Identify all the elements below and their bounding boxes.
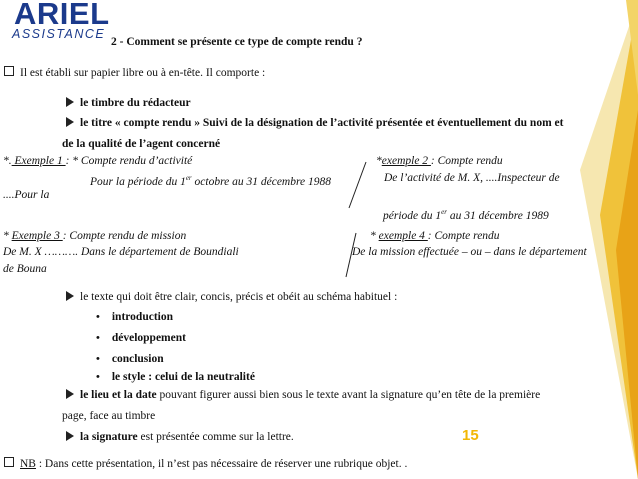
nb-note [4, 457, 407, 471]
item-style-text: le style : celui de la neutralité [111, 371, 255, 383]
example-2-activity: De l’activité de M. X, ....Inspecteur de [384, 172, 560, 184]
item-titre-text: le titre « compte rendu » Suivi de la désignation de l’activité présentée et éventuellement du nom et [80, 117, 564, 129]
example-1-period-b: octobre au 31 décembre 1988 [191, 175, 332, 188]
item-texte-text: le texte qui doit être clair, concis, précis et obéit au schéma habituel : [80, 291, 398, 303]
sub-item-conclusion-text: conclusion [111, 353, 164, 365]
arrow-bullet-icon [66, 389, 74, 399]
arrow-bullet-icon [66, 291, 74, 301]
example-2-period-sup: er [441, 208, 447, 216]
sub-item-developpement [96, 331, 186, 345]
example-3-prefix: * [3, 230, 12, 242]
checkbox-bullet-icon [4, 457, 14, 467]
example-3-bouna: de Bouna [3, 263, 47, 275]
example-2-pour-la: ....Pour la [3, 189, 50, 201]
item-titre-continued: de la qualité de l’agent concerné [62, 138, 221, 150]
example-3-department: De M. X ………. Dans le département de Boundiali [3, 246, 239, 258]
item-timbre-text: le timbre du rédacteur [80, 97, 191, 109]
item-signature-text: est présentée comme sur la lettre. [137, 431, 294, 443]
bullet-dot-icon: • [96, 371, 100, 383]
bullet-dot-icon: • [96, 353, 100, 365]
example-4 [370, 229, 500, 243]
example-4-mission: De la mission effectuée – ou – dans le département [352, 246, 587, 258]
example-2-prefix: * [376, 155, 382, 167]
sub-item-developpement-text: développement [111, 332, 186, 344]
example-2-period-b: au 31 décembre 1989 [446, 209, 549, 222]
example-4-text: : Compte rendu [427, 230, 500, 242]
separator-line-top [349, 162, 366, 208]
item-lieu-date-text: pouvant figurer aussi bien sous le texte avant la signature qu’en tête de la première [156, 389, 541, 401]
example-1-prefix: *. [3, 155, 12, 167]
bullet-dot-icon: • [96, 311, 100, 323]
nb-text: : Dans cette présentation, il n’est pas nécessaire de réserver une rubrique objet. . [35, 458, 408, 470]
sub-item-conclusion [96, 352, 164, 366]
item-signature [66, 430, 294, 444]
example-2-text: : Compte rendu [430, 155, 503, 167]
nb-label: NB [20, 458, 36, 470]
bullet-dot-icon: • [96, 332, 100, 344]
item-style [96, 370, 255, 384]
item-lieu-date-bold: le lieu et la date [80, 389, 157, 401]
item-texte [66, 290, 397, 304]
example-4-label: exemple 4 [378, 230, 428, 242]
arrow-bullet-icon [66, 431, 74, 441]
example-2-period-a: période du 1 [383, 209, 442, 222]
item-signature-bold: la signature [80, 431, 138, 443]
section-heading-text: 2 - Comment se présente ce type de compte rendu ? [111, 36, 363, 48]
example-1-period-sup: er [185, 174, 192, 182]
example-3-label: Exemple 3 [11, 230, 63, 242]
example-1-text: : * Compte rendu d’activité [65, 155, 193, 167]
example-1-label: Exemple 1 [11, 155, 66, 167]
example-1-period-a: Pour la période du 1 [90, 175, 186, 188]
example-3-text: : Compte rendu de mission [62, 230, 187, 242]
item-lieu-date [66, 388, 540, 402]
logo-subtitle: ASSISTANCE [12, 27, 106, 41]
example-2-label: exemple 2 [381, 155, 431, 167]
logo-brand: ARIEL [14, 0, 110, 31]
sub-item-introduction [96, 310, 173, 324]
item-lieu-date-continued: page, face au timbre [62, 410, 156, 422]
sub-item-introduction-text: introduction [111, 311, 173, 323]
intro-text: Il est établi sur papier libre ou à en-tête. Il comporte : [20, 67, 266, 79]
page-number: 15 [462, 427, 479, 444]
example-4-prefix: * [370, 230, 379, 242]
example-3 [3, 229, 186, 243]
